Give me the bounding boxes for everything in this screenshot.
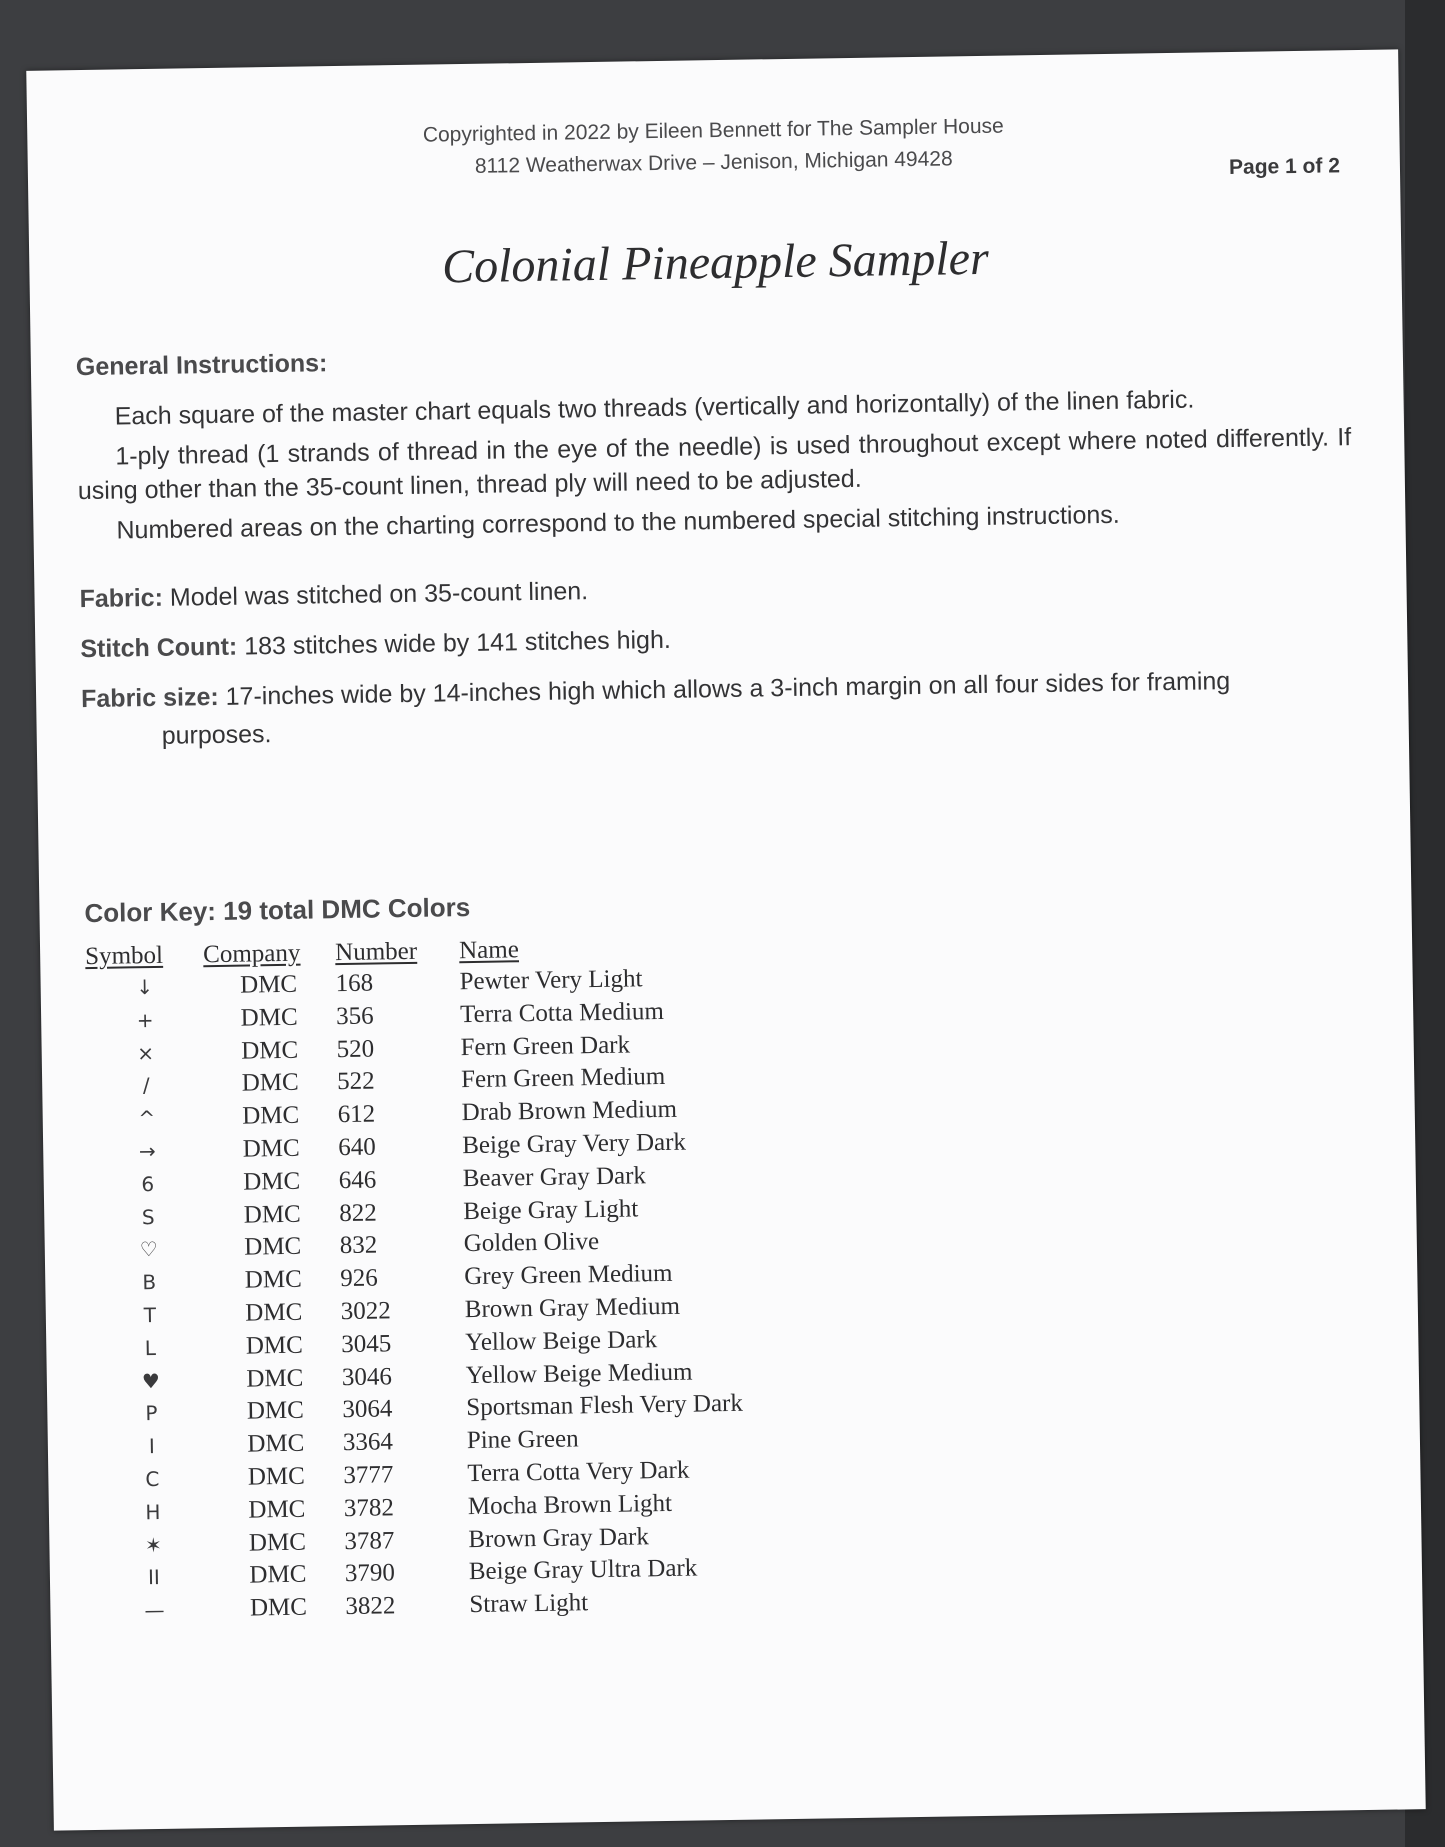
stitch-count-spec [80, 610, 1354, 668]
thread-symbol [91, 1298, 210, 1333]
thread-number: 3045 [341, 1330, 392, 1358]
thread-company: DMC [244, 1265, 302, 1294]
stitch-symbol-icon: C [145, 1466, 160, 1492]
stitch-symbol-icon: S [141, 1204, 155, 1229]
thread-name: Fern Green Medium [460, 1063, 666, 1094]
thread-number: 356 [335, 1002, 374, 1030]
thread-number: 3822 [345, 1592, 396, 1621]
thread-company: DMC [248, 1528, 307, 1557]
page-number: Page 1 of 2 [1228, 154, 1341, 180]
column-header: Company [202, 939, 301, 969]
thread-company: DMC [249, 1593, 308, 1622]
thread-symbol [93, 1429, 212, 1464]
instruction-paragraph: Each square of the master chart equals two threads (vertically and horizontally) of the linen fabric. [114, 385, 1195, 431]
thread-company: DMC [243, 1167, 301, 1196]
thread-company: DMC [246, 1364, 304, 1393]
fabric-value: Model was stitched on 35-count linen. [169, 577, 589, 612]
thread-name: Mocha Brown Light [467, 1489, 673, 1520]
stitch-symbol-icon: → [138, 1138, 156, 1164]
fabric-size-value: 17-inches wide by 14-inches high which allows a 3-inch margin on all four sides for framing [225, 667, 1231, 711]
stitch-symbol-icon: P [145, 1401, 158, 1426]
thread-symbol [94, 1528, 213, 1563]
stitch-count-label: Stitch Count: [80, 632, 238, 664]
thread-company: DMC [249, 1561, 307, 1589]
thread-symbol [92, 1364, 211, 1399]
fabric-size-label: Fabric size: [80, 682, 219, 714]
thread-company: DMC [242, 1101, 300, 1130]
fabric-spec [79, 560, 1353, 618]
stitch-symbol-icon: 6 [141, 1171, 155, 1196]
thread-number: 168 [335, 969, 374, 998]
thread-number: 3022 [340, 1297, 391, 1326]
stitch-symbol-icon: H [145, 1499, 161, 1524]
fabric-size-spec [81, 660, 1356, 756]
thread-name: Golden Olive [463, 1228, 600, 1258]
stitch-symbol-icon: L [144, 1335, 157, 1360]
stitch-symbol-icon: × [137, 1040, 155, 1065]
thread-symbol [91, 1331, 210, 1366]
thread-symbol [90, 1265, 209, 1300]
thread-number: 3046 [341, 1362, 393, 1391]
thread-number: 3364 [342, 1428, 394, 1457]
thread-symbol [87, 1101, 206, 1136]
thread-symbol [93, 1462, 212, 1497]
thread-name: Brown Gray Medium [464, 1292, 681, 1324]
thread-company: DMC [245, 1298, 303, 1327]
thread-symbol [92, 1397, 211, 1432]
stitch-symbol-icon: ✶ [144, 1532, 162, 1557]
thread-name: Terra Cotta Very Dark [467, 1456, 690, 1488]
stitch-symbol-icon: T [143, 1302, 157, 1328]
thread-number: 926 [340, 1264, 378, 1293]
thread-name: Beige Gray Very Dark [461, 1128, 687, 1160]
thread-number: 3787 [344, 1526, 395, 1555]
document-page [26, 49, 1425, 1830]
stitch-symbol-icon: ♡ [139, 1237, 158, 1262]
color-key-heading: Color Key: 19 total DMC Colors [84, 892, 471, 929]
thread-name: Drab Brown Medium [461, 1095, 678, 1127]
thread-symbol [89, 1200, 208, 1235]
color-key-table [85, 930, 870, 1628]
thread-symbol [85, 970, 204, 1005]
instruction-paragraph: 1-ply thread (1 strands of thread in the eye of the needle) is used throughout except where noted differently. If using other than the 35-count linen, thread ply will need to be adjusted. [77, 423, 1352, 506]
thread-symbol [88, 1134, 207, 1169]
thread-company: DMC [246, 1397, 305, 1425]
stitch-symbol-icon: — [144, 1598, 165, 1623]
thread-number: 3782 [343, 1494, 395, 1522]
stitch-symbol-icon: ♥ [141, 1368, 161, 1393]
column-header: Symbol [84, 941, 164, 971]
stitch-count-value: 183 stitches wide by 141 stitches high. [243, 625, 672, 661]
thread-symbol [90, 1233, 209, 1268]
thread-company: DMC [240, 1036, 299, 1065]
thread-company: DMC [245, 1331, 304, 1360]
thread-symbol [86, 1003, 205, 1038]
thread-number: 640 [338, 1133, 376, 1162]
stitch-symbol-icon: II [147, 1565, 161, 1590]
thread-number: 832 [339, 1231, 378, 1260]
thread-company: DMC [248, 1495, 306, 1524]
thread-name: Pine Green [466, 1425, 579, 1455]
thread-number: 3777 [343, 1461, 394, 1490]
thread-number: 520 [336, 1035, 375, 1063]
thread-name: Beaver Gray Dark [462, 1162, 647, 1192]
thread-symbol [86, 1036, 205, 1071]
thread-name: Straw Light [469, 1589, 589, 1619]
thread-symbol [89, 1167, 208, 1202]
copyright-line: Copyrighted in 2022 by Eileen Bennett for The Sampler House [422, 114, 1004, 147]
thread-number: 3064 [342, 1395, 393, 1424]
fabric-label: Fabric: [79, 583, 164, 614]
thread-number: 822 [339, 1199, 377, 1227]
instruction-paragraph: Numbered areas on the charting correspond to the numbered special stitching instructions. [116, 500, 1120, 545]
thread-symbol [94, 1495, 213, 1530]
stitch-symbol-icon: + [136, 1007, 154, 1033]
thread-name: Terra Cotta Medium [459, 997, 665, 1028]
thread-name: Beige Gray Ultra Dark [468, 1554, 698, 1586]
column-header: Name [458, 936, 520, 965]
thread-company: DMC [247, 1429, 305, 1458]
thread-name: Fern Green Dark [460, 1031, 631, 1061]
thread-number: 522 [336, 1067, 375, 1096]
thread-symbol [87, 1069, 206, 1104]
copyright-block [27, 104, 1400, 190]
stitch-symbol-icon: I [148, 1434, 156, 1459]
thread-symbol [95, 1560, 214, 1595]
column-header: Number [334, 937, 418, 967]
general-instructions-heading: General Instructions: [75, 349, 328, 382]
stitch-symbol-icon: ^ [138, 1106, 156, 1131]
thread-symbol [95, 1593, 214, 1628]
thread-number: 646 [338, 1166, 377, 1194]
stitch-symbol-icon: ↓ [136, 975, 154, 1000]
thread-name: Brown Gray Dark [468, 1522, 650, 1553]
thread-name: Yellow Beige Dark [465, 1325, 658, 1356]
thread-name: Sportsman Flesh Very Dark [466, 1390, 744, 1422]
thread-company: DMC [242, 1134, 300, 1163]
document-title: Colonial Pineapple Sampler [441, 231, 990, 294]
address-line: 8112 Weatherwax Drive – Jenison, Michigan 49428 [474, 147, 953, 178]
thread-company: DMC [239, 970, 298, 999]
thread-name: Grey Green Medium [464, 1260, 673, 1291]
thread-number: 612 [337, 1100, 376, 1129]
fabric-size-continuation: purposes. [161, 720, 272, 750]
thread-company: DMC [247, 1462, 306, 1491]
thread-company: DMC [241, 1069, 299, 1098]
thread-company: DMC [244, 1233, 302, 1261]
stitch-symbol-icon: B [142, 1270, 157, 1295]
thread-company: DMC [240, 1003, 298, 1032]
stitch-symbol-icon: / [142, 1073, 150, 1098]
thread-name: Yellow Beige Medium [465, 1358, 693, 1389]
thread-number: 3790 [344, 1559, 396, 1588]
thread-company: DMC [243, 1200, 301, 1229]
thread-name: Beige Gray Light [463, 1194, 639, 1225]
thread-name: Pewter Very Light [459, 965, 643, 996]
